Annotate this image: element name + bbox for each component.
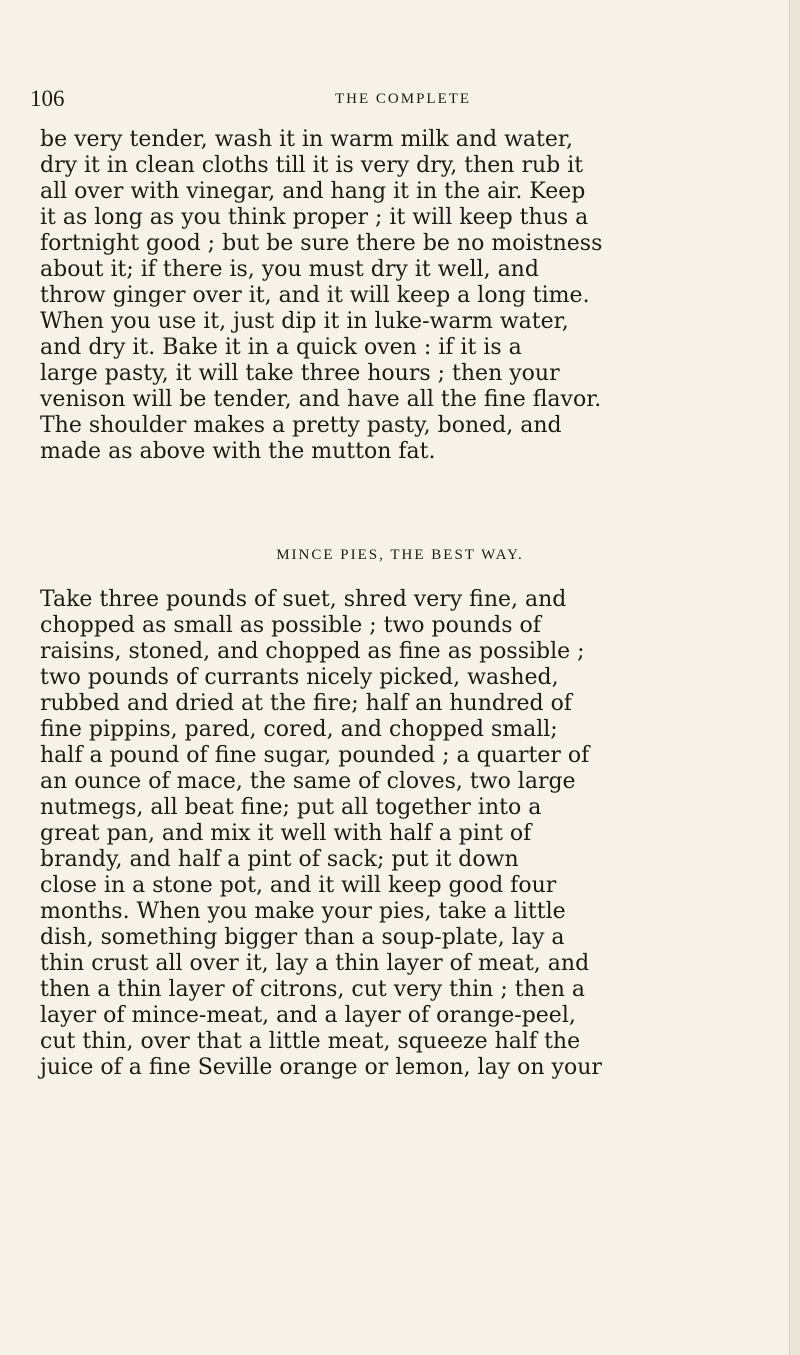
text-line: Take three pounds of suet, shred very fine, and <box>40 587 567 612</box>
text-line: made as above with the mutton fat. <box>40 439 436 464</box>
text-line: close in a stone pot, and it will keep good four <box>40 873 557 898</box>
text-line: When you use it, just dip it in luke-warm water, <box>40 309 569 334</box>
text-line: months. When you make your pies, take a little <box>40 899 566 924</box>
paragraph-mince-pies <box>40 587 770 1081</box>
text-line: rubbed and dried at the fire; half an hundred of <box>40 691 572 716</box>
text-line: raisins, stoned, and chopped as fine as possible ; <box>40 639 585 664</box>
text-line: chopped as small as possible ; two pounds of <box>40 613 541 638</box>
section-heading: MINCE PIES, THE BEST WAY. <box>276 547 524 563</box>
text-line: all over with vinegar, and hang it in the air. Keep <box>40 179 586 204</box>
text-line: and dry it. Bake it in a quick oven : if it is a <box>40 335 522 360</box>
text-line: layer of mince-meat, and a layer of orange-peel, <box>40 1003 576 1028</box>
text-line: it as long as you think proper ; it will keep thus a <box>40 205 589 230</box>
text-line: fortnight good ; but be sure there be no moistness <box>40 231 603 256</box>
text-line: great pan, and mix it well with half a pint of <box>40 821 532 846</box>
page-header <box>30 86 770 116</box>
text-line: be very tender, wash it in warm milk and water, <box>40 127 574 152</box>
text-line: venison will be tender, and have all the fine flavor. <box>40 387 602 412</box>
text-line: brandy, and half a pint of sack; put it down <box>40 847 519 872</box>
paragraph-venison-pasty <box>40 127 770 465</box>
page-edge <box>789 0 800 1355</box>
text-line: dry it in clean cloths till it is very dry, then rub it <box>40 153 584 178</box>
text-line: large pasty, it will take three hours ; then your <box>40 361 560 386</box>
text-line: cut thin, over that a little meat, squeeze half the <box>40 1029 581 1054</box>
text-line: an ounce of mace, the same of cloves, two large <box>40 769 576 794</box>
page-number: 106 <box>30 86 65 111</box>
text-line: dish, something bigger than a soup-plate, lay a <box>40 925 565 950</box>
text-line: thin crust all over it, lay a thin layer of meat, and <box>40 951 590 976</box>
text-line: juice of a fine Seville orange or lemon, lay on your <box>40 1055 602 1080</box>
text-line: two pounds of currants nicely picked, washed, <box>40 665 559 690</box>
text-line: half a pound of fine sugar, pounded ; a quarter of <box>40 743 590 768</box>
text-line: then a thin layer of citrons, cut very thin ; then a <box>40 977 586 1002</box>
text-line: fine pippins, pared, cored, and chopped small; <box>40 717 558 742</box>
text-line: throw ginger over it, and it will keep a long time. <box>40 283 590 308</box>
text-line: The shoulder makes a pretty pasty, boned, and <box>40 413 562 438</box>
text-line: nutmegs, all beat fine; put all together into a <box>40 795 542 820</box>
text-line: about it; if there is, you must dry it well, and <box>40 257 539 282</box>
running-head: THE COMPLETE <box>335 91 472 107</box>
